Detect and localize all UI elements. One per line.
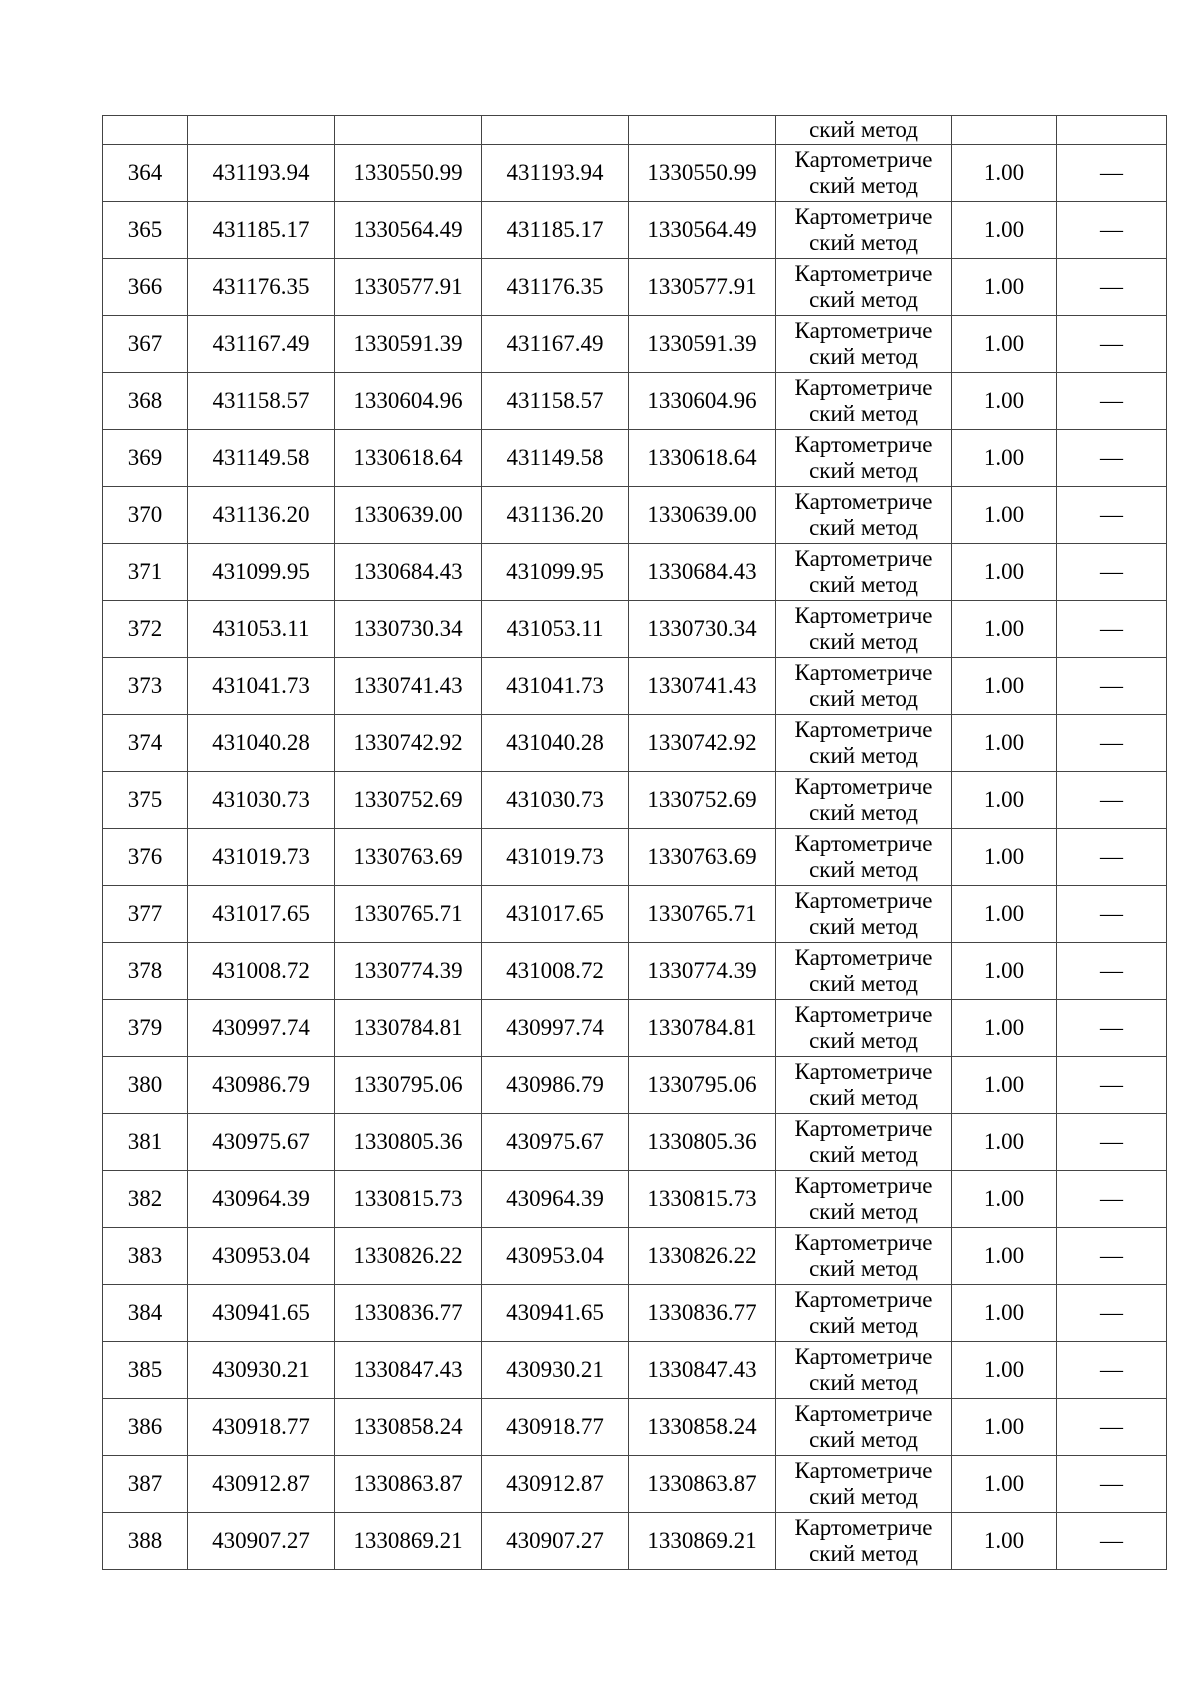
cell-note: —: [1057, 373, 1167, 430]
cell-method: [776, 829, 952, 886]
cell-point-number: 364: [103, 145, 188, 202]
table-row: [103, 430, 1167, 487]
cell-empty: [482, 116, 629, 145]
cell-x-refined: 431149.58: [482, 430, 629, 487]
cell-x-refined: 431185.17: [482, 202, 629, 259]
table-row: [103, 145, 1167, 202]
method-line-1: Картометриче: [794, 945, 933, 970]
cell-x-existing: 430975.67: [188, 1114, 335, 1171]
method-line-2: ский метод: [809, 458, 918, 483]
cell-note: —: [1057, 259, 1167, 316]
cell-x-existing: 430986.79: [188, 1057, 335, 1114]
table-row: [103, 544, 1167, 601]
cell-x-refined: 431008.72: [482, 943, 629, 1000]
cell-method: [776, 430, 952, 487]
cell-note: —: [1057, 316, 1167, 373]
method-line-2: ский метод: [809, 572, 918, 597]
cell-method: [776, 601, 952, 658]
cell-y-existing: 1330836.77: [335, 1285, 482, 1342]
cell-point-number: 369: [103, 430, 188, 487]
cell-method-tail: ский метод: [776, 116, 952, 145]
cell-note: —: [1057, 1171, 1167, 1228]
cell-point-number: 379: [103, 1000, 188, 1057]
cell-y-existing: 1330550.99: [335, 145, 482, 202]
method-line-1: Картометриче: [794, 1287, 933, 1312]
cell-y-refined: 1330774.39: [629, 943, 776, 1000]
cell-accuracy: 1.00: [952, 1399, 1057, 1456]
table-row: [103, 373, 1167, 430]
method-line-2: ский метод: [809, 230, 918, 255]
cell-point-number: 382: [103, 1171, 188, 1228]
cell-method: [776, 1513, 952, 1570]
method-line-1: Картометриче: [794, 432, 933, 457]
cell-method: [776, 1171, 952, 1228]
coordinates-table: [102, 115, 1167, 1570]
cell-x-existing: 431136.20: [188, 487, 335, 544]
table-row: [103, 1114, 1167, 1171]
cell-method: [776, 316, 952, 373]
cell-y-existing: 1330730.34: [335, 601, 482, 658]
cell-y-refined: 1330836.77: [629, 1285, 776, 1342]
table-row: [103, 202, 1167, 259]
cell-note: —: [1057, 772, 1167, 829]
cell-y-existing: 1330742.92: [335, 715, 482, 772]
cell-y-existing: 1330741.43: [335, 658, 482, 715]
method-line-2: ский метод: [809, 1427, 918, 1452]
cell-y-refined: 1330742.92: [629, 715, 776, 772]
cell-point-number: 371: [103, 544, 188, 601]
cell-y-refined: 1330858.24: [629, 1399, 776, 1456]
cell-x-existing: 431149.58: [188, 430, 335, 487]
method-line-2: ский метод: [809, 914, 918, 939]
cell-y-existing: 1330639.00: [335, 487, 482, 544]
cell-note: —: [1057, 1285, 1167, 1342]
method-line-1: Картометриче: [794, 603, 933, 628]
cell-x-existing: 431040.28: [188, 715, 335, 772]
cell-method: [776, 1228, 952, 1285]
cell-x-existing: 431053.11: [188, 601, 335, 658]
cell-x-existing: 430941.65: [188, 1285, 335, 1342]
cell-y-refined: 1330847.43: [629, 1342, 776, 1399]
cell-x-refined: 431099.95: [482, 544, 629, 601]
cell-method: [776, 487, 952, 544]
cell-x-refined: 430918.77: [482, 1399, 629, 1456]
cell-y-existing: 1330784.81: [335, 1000, 482, 1057]
method-line-2: ский метод: [809, 515, 918, 540]
method-line-1: Картометриче: [794, 375, 933, 400]
cell-y-refined: 1330684.43: [629, 544, 776, 601]
cell-point-number: 366: [103, 259, 188, 316]
cell-note: —: [1057, 1114, 1167, 1171]
method-line-2: ский метод: [809, 629, 918, 654]
method-line-2: ский метод: [809, 1484, 918, 1509]
cell-x-existing: 431193.94: [188, 145, 335, 202]
cell-y-refined: 1330618.64: [629, 430, 776, 487]
cell-note: —: [1057, 1228, 1167, 1285]
cell-method: [776, 1456, 952, 1513]
cell-accuracy: 1.00: [952, 1171, 1057, 1228]
cell-point-number: 368: [103, 373, 188, 430]
table-row: [103, 259, 1167, 316]
table-row: [103, 772, 1167, 829]
cell-method: [776, 658, 952, 715]
cell-accuracy: 1.00: [952, 1456, 1057, 1513]
cell-empty: [629, 116, 776, 145]
table-row: [103, 487, 1167, 544]
cell-accuracy: 1.00: [952, 943, 1057, 1000]
cell-x-existing: 430918.77: [188, 1399, 335, 1456]
cell-point-number: 381: [103, 1114, 188, 1171]
table-row: [103, 601, 1167, 658]
table-row: [103, 1342, 1167, 1399]
method-line-2: ский метод: [809, 686, 918, 711]
cell-method: [776, 145, 952, 202]
cell-method: [776, 1285, 952, 1342]
cell-accuracy: 1.00: [952, 259, 1057, 316]
method-line-1: Картометриче: [794, 831, 933, 856]
cell-x-refined: 431041.73: [482, 658, 629, 715]
method-line-1: Картометриче: [794, 546, 933, 571]
cell-x-refined: 431136.20: [482, 487, 629, 544]
cell-accuracy: 1.00: [952, 1057, 1057, 1114]
method-line-1: Картометриче: [794, 489, 933, 514]
cell-y-existing: 1330858.24: [335, 1399, 482, 1456]
cell-method: [776, 259, 952, 316]
table-row: [103, 1057, 1167, 1114]
cell-y-existing: 1330765.71: [335, 886, 482, 943]
cell-point-number: 375: [103, 772, 188, 829]
table-row: [103, 1285, 1167, 1342]
cell-accuracy: 1.00: [952, 1228, 1057, 1285]
cell-y-refined: 1330863.87: [629, 1456, 776, 1513]
cell-point-number: 385: [103, 1342, 188, 1399]
cell-accuracy: 1.00: [952, 487, 1057, 544]
cell-note: —: [1057, 1000, 1167, 1057]
method-line-1: Картометриче: [794, 1173, 933, 1198]
method-line-1: Картометриче: [794, 318, 933, 343]
cell-accuracy: 1.00: [952, 373, 1057, 430]
cell-y-refined: 1330784.81: [629, 1000, 776, 1057]
cell-method: [776, 1342, 952, 1399]
cell-method: [776, 715, 952, 772]
method-line-2: ский метод: [809, 401, 918, 426]
cell-x-refined: 430907.27: [482, 1513, 629, 1570]
cell-x-refined: 431158.57: [482, 373, 629, 430]
method-line-1: Картометриче: [794, 1059, 933, 1084]
cell-accuracy: 1.00: [952, 1114, 1057, 1171]
cell-y-existing: 1330604.96: [335, 373, 482, 430]
cell-x-existing: 430953.04: [188, 1228, 335, 1285]
cell-x-refined: 430941.65: [482, 1285, 629, 1342]
cell-method: [776, 1057, 952, 1114]
cell-method: [776, 202, 952, 259]
cell-y-refined: 1330639.00: [629, 487, 776, 544]
cell-y-existing: 1330591.39: [335, 316, 482, 373]
method-line-1: Картометриче: [794, 1002, 933, 1027]
cell-y-existing: 1330847.43: [335, 1342, 482, 1399]
method-line-1: Картометриче: [794, 1230, 933, 1255]
cell-y-existing: 1330752.69: [335, 772, 482, 829]
cell-x-existing: 431017.65: [188, 886, 335, 943]
method-line-2: ский метод: [809, 1085, 918, 1110]
method-line-1: Картометриче: [794, 204, 933, 229]
cell-y-refined: 1330741.43: [629, 658, 776, 715]
cell-accuracy: 1.00: [952, 772, 1057, 829]
cell-y-refined: 1330730.34: [629, 601, 776, 658]
cell-y-refined: 1330591.39: [629, 316, 776, 373]
table-row: [103, 1399, 1167, 1456]
method-line-1: Картометриче: [794, 1344, 933, 1369]
cell-accuracy: 1.00: [952, 544, 1057, 601]
cell-point-number: 380: [103, 1057, 188, 1114]
cell-y-refined: 1330869.21: [629, 1513, 776, 1570]
table-row: [103, 943, 1167, 1000]
cell-y-refined: 1330550.99: [629, 145, 776, 202]
method-line-2: ский метод: [809, 287, 918, 312]
cell-y-refined: 1330815.73: [629, 1171, 776, 1228]
method-line-1: Картометриче: [794, 888, 933, 913]
cell-method: [776, 1399, 952, 1456]
method-line-1: Картометриче: [794, 717, 933, 742]
table-row: [103, 1456, 1167, 1513]
method-line-1: Картометриче: [794, 1458, 933, 1483]
continued-row: [103, 116, 1167, 145]
cell-note: —: [1057, 544, 1167, 601]
cell-note: —: [1057, 430, 1167, 487]
cell-note: —: [1057, 1399, 1167, 1456]
cell-accuracy: 1.00: [952, 202, 1057, 259]
cell-x-refined: 431019.73: [482, 829, 629, 886]
cell-x-refined: 431176.35: [482, 259, 629, 316]
cell-point-number: 372: [103, 601, 188, 658]
cell-x-refined: 430986.79: [482, 1057, 629, 1114]
table-row: [103, 1228, 1167, 1285]
cell-y-refined: 1330752.69: [629, 772, 776, 829]
method-line-1: Картометриче: [794, 774, 933, 799]
method-line-2: ский метод: [809, 1028, 918, 1053]
cell-x-existing: 430912.87: [188, 1456, 335, 1513]
table-row: [103, 1171, 1167, 1228]
method-line-2: ский метод: [809, 1142, 918, 1167]
cell-point-number: 376: [103, 829, 188, 886]
cell-x-existing: 430997.74: [188, 1000, 335, 1057]
cell-y-existing: 1330774.39: [335, 943, 482, 1000]
cell-x-existing: 431176.35: [188, 259, 335, 316]
cell-note: —: [1057, 886, 1167, 943]
cell-empty: [1057, 116, 1167, 145]
cell-x-existing: 431158.57: [188, 373, 335, 430]
cell-point-number: 367: [103, 316, 188, 373]
cell-note: —: [1057, 943, 1167, 1000]
cell-accuracy: 1.00: [952, 658, 1057, 715]
cell-x-refined: 431030.73: [482, 772, 629, 829]
cell-accuracy: 1.00: [952, 1513, 1057, 1570]
cell-method: [776, 544, 952, 601]
cell-empty: [952, 116, 1057, 145]
cell-accuracy: 1.00: [952, 1342, 1057, 1399]
table-row: [103, 715, 1167, 772]
method-line-2: ский метод: [809, 1541, 918, 1566]
method-line-2: ский метод: [809, 800, 918, 825]
cell-y-existing: 1330763.69: [335, 829, 482, 886]
cell-x-refined: 430912.87: [482, 1456, 629, 1513]
cell-y-existing: 1330815.73: [335, 1171, 482, 1228]
cell-x-existing: 431019.73: [188, 829, 335, 886]
method-line-2: ский метод: [809, 1256, 918, 1281]
cell-point-number: 377: [103, 886, 188, 943]
cell-accuracy: 1.00: [952, 430, 1057, 487]
cell-x-existing: 430930.21: [188, 1342, 335, 1399]
cell-x-refined: 430953.04: [482, 1228, 629, 1285]
method-line-1: Картометриче: [794, 1116, 933, 1141]
cell-point-number: 365: [103, 202, 188, 259]
table-row: [103, 658, 1167, 715]
cell-y-existing: 1330564.49: [335, 202, 482, 259]
table-row: [103, 886, 1167, 943]
cell-note: —: [1057, 829, 1167, 886]
cell-note: —: [1057, 1057, 1167, 1114]
cell-point-number: 386: [103, 1399, 188, 1456]
cell-x-existing: 431008.72: [188, 943, 335, 1000]
cell-point-number: 373: [103, 658, 188, 715]
cell-note: —: [1057, 1342, 1167, 1399]
method-line-2: ский метод: [809, 1313, 918, 1338]
cell-y-existing: 1330826.22: [335, 1228, 482, 1285]
cell-x-refined: 431167.49: [482, 316, 629, 373]
cell-empty: [188, 116, 335, 145]
method-line-1: Картометриче: [794, 1515, 933, 1540]
cell-point-number: 383: [103, 1228, 188, 1285]
cell-point-number: 384: [103, 1285, 188, 1342]
method-line-2: ский метод: [809, 743, 918, 768]
cell-y-existing: 1330618.64: [335, 430, 482, 487]
cell-x-existing: 431099.95: [188, 544, 335, 601]
cell-note: —: [1057, 715, 1167, 772]
cell-point-number: 374: [103, 715, 188, 772]
cell-y-existing: 1330869.21: [335, 1513, 482, 1570]
cell-y-refined: 1330604.96: [629, 373, 776, 430]
cell-method: [776, 943, 952, 1000]
cell-note: —: [1057, 601, 1167, 658]
cell-note: —: [1057, 487, 1167, 544]
cell-note: —: [1057, 145, 1167, 202]
cell-method: [776, 772, 952, 829]
cell-x-existing: 431030.73: [188, 772, 335, 829]
cell-note: —: [1057, 1456, 1167, 1513]
cell-y-refined: 1330577.91: [629, 259, 776, 316]
method-line-1: Картометриче: [794, 660, 933, 685]
cell-x-existing: 431167.49: [188, 316, 335, 373]
cell-method: [776, 886, 952, 943]
cell-y-refined: 1330763.69: [629, 829, 776, 886]
cell-x-refined: 430975.67: [482, 1114, 629, 1171]
cell-x-refined: 430930.21: [482, 1342, 629, 1399]
cell-x-refined: 431017.65: [482, 886, 629, 943]
table-body: [103, 116, 1167, 1570]
cell-x-existing: 430907.27: [188, 1513, 335, 1570]
cell-y-refined: 1330564.49: [629, 202, 776, 259]
table-row: [103, 316, 1167, 373]
cell-accuracy: 1.00: [952, 886, 1057, 943]
cell-method: [776, 1114, 952, 1171]
cell-x-existing: 430964.39: [188, 1171, 335, 1228]
cell-point-number: 388: [103, 1513, 188, 1570]
cell-empty: [103, 116, 188, 145]
cell-y-existing: 1330684.43: [335, 544, 482, 601]
method-line-2: ский метод: [809, 857, 918, 882]
cell-x-existing: 431185.17: [188, 202, 335, 259]
cell-y-existing: 1330805.36: [335, 1114, 482, 1171]
cell-method: [776, 1000, 952, 1057]
cell-method: [776, 373, 952, 430]
cell-y-existing: 1330795.06: [335, 1057, 482, 1114]
cell-note: —: [1057, 1513, 1167, 1570]
cell-accuracy: 1.00: [952, 1000, 1057, 1057]
cell-accuracy: 1.00: [952, 145, 1057, 202]
cell-y-existing: 1330863.87: [335, 1456, 482, 1513]
method-line-1: Картометриче: [794, 147, 933, 172]
cell-y-refined: 1330805.36: [629, 1114, 776, 1171]
method-line-2: ский метод: [809, 344, 918, 369]
cell-accuracy: 1.00: [952, 316, 1057, 373]
method-line-2: ский метод: [809, 1370, 918, 1395]
cell-accuracy: 1.00: [952, 715, 1057, 772]
method-line-2: ский метод: [809, 1199, 918, 1224]
method-line-2: ский метод: [809, 971, 918, 996]
cell-point-number: 378: [103, 943, 188, 1000]
method-line-1: Картометриче: [794, 1401, 933, 1426]
cell-accuracy: 1.00: [952, 1285, 1057, 1342]
method-line-2: ский метод: [809, 173, 918, 198]
cell-x-refined: 431040.28: [482, 715, 629, 772]
table-row: [103, 1513, 1167, 1570]
cell-note: —: [1057, 202, 1167, 259]
cell-y-refined: 1330795.06: [629, 1057, 776, 1114]
cell-y-existing: 1330577.91: [335, 259, 482, 316]
cell-note: —: [1057, 658, 1167, 715]
cell-accuracy: 1.00: [952, 829, 1057, 886]
cell-x-refined: 431193.94: [482, 145, 629, 202]
method-line-1: Картометриче: [794, 261, 933, 286]
cell-empty: [335, 116, 482, 145]
cell-accuracy: 1.00: [952, 601, 1057, 658]
cell-point-number: 370: [103, 487, 188, 544]
cell-x-refined: 430997.74: [482, 1000, 629, 1057]
cell-x-refined: 430964.39: [482, 1171, 629, 1228]
table-row: [103, 1000, 1167, 1057]
cell-point-number: 387: [103, 1456, 188, 1513]
cell-x-existing: 431041.73: [188, 658, 335, 715]
table-row: [103, 829, 1167, 886]
cell-y-refined: 1330826.22: [629, 1228, 776, 1285]
cell-x-refined: 431053.11: [482, 601, 629, 658]
cell-y-refined: 1330765.71: [629, 886, 776, 943]
